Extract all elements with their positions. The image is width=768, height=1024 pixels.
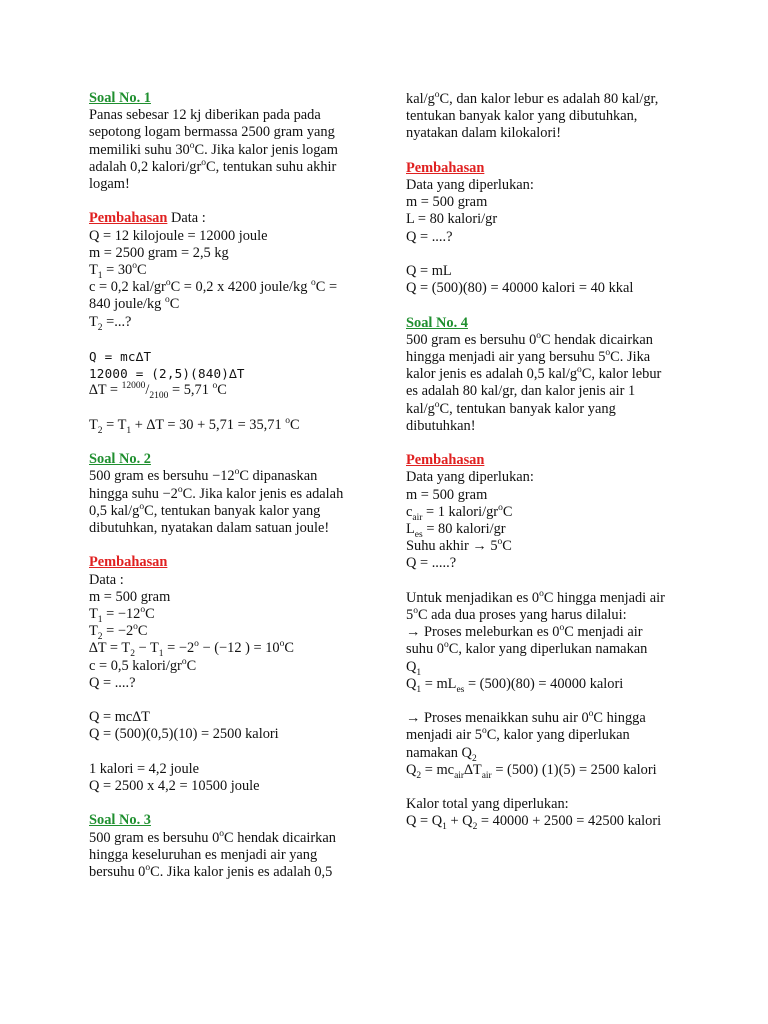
soal-3-formula-line: Q = mL	[406, 263, 452, 279]
soal-1-question-line: logam!	[89, 176, 130, 193]
soal-4-explanation-line: → Proses menaikkan suhu air 0$^o$C hingga	[406, 709, 646, 727]
soal-1-data-line: c = 0,2 kal/$gr^oC = 0,2$ x 4200 joule/kg $^o$C =	[89, 278, 338, 296]
soal-1-formula-line: 12000 = (2,5)(840)∆T	[89, 366, 245, 382]
soal-4-question-line: es adalah 80 kal/gr, dan kalor jenis air 1	[406, 383, 636, 400]
soal-4-question-line: kalor jenis es adalah 0,5 kal/$g^oC$, kalor lebur	[406, 365, 662, 383]
soal-3-title: Soal No. 3	[89, 812, 151, 829]
soal-4-data-line: $c_{air} = 1$ kalori/$gr^oC$	[406, 503, 513, 523]
soal-2-formula-line: Q = (500)(0,5)(10) = 2500 kalori	[89, 726, 279, 743]
soal-1-data-line: 840 joule/kg $^o$C	[89, 295, 180, 313]
soal-2-question-line: dibutuhkan, nyatakan dalam satuan joule!	[89, 520, 330, 537]
soal-4-total-label: Kalor total yang diperlukan:	[406, 796, 569, 813]
soal-4-explanation-line: suhu 0$^o$C, kalor yang diperlukan namakan	[406, 640, 648, 658]
soal-4-explanation-line: $Q_1$	[406, 658, 422, 678]
soal-3-question-line: nyatakan dalam kilokalori!	[406, 125, 562, 142]
soal-2-data-line: c = 0,5 kalori/$gr^oC$	[89, 656, 197, 674]
soal-1-question-line: sepotong logam bermassa 2500 gram yang	[89, 124, 335, 141]
soal-1-formula-line: Q = mc∆T	[89, 349, 152, 365]
soal-1-question-line: Panas sebesar 12 kj diberikan pada pada	[89, 107, 321, 124]
soal-2-data-line: Q = ....?	[89, 674, 136, 691]
soal-4-pembahasan-label: Pembahasan	[406, 452, 485, 469]
soal-3-question-line: 500 gram es bersuhu 0$^o$C hendak dicairkan	[89, 828, 336, 846]
soal-2-data-line: m = 500 gram	[89, 588, 171, 605]
soal-3-question-line: kal/$g^oC$, dan kalor lebur es adalah 80 kal/gr,	[406, 90, 659, 107]
soal-3-question-line: hingga keseluruhan es menjadi air yang	[89, 846, 318, 863]
soal-4-q1-formula: $Q_1 = mL_{es} = (500)(80) = 40000$ kalori	[406, 675, 624, 695]
soal-1-data-line: $T_2$ =...?	[89, 313, 132, 333]
soal-2-data-line: $T_2 = -2^oC$	[89, 622, 148, 643]
soal-1-title: Soal No. 1	[89, 90, 151, 106]
soal-2-title: Soal No. 2	[89, 451, 151, 468]
soal-1-question-line: memiliki suhu 30$^o$C. Jika kalor jenis logam	[89, 140, 338, 158]
soal-1-data-line: Q = 12 kilojoule = 12000 joule	[89, 227, 268, 244]
soal-2-conversion-line: Q = 2500 x 4,2 = 10500 joule	[89, 778, 260, 795]
pembahasan-label: Pembahasan	[89, 210, 168, 227]
soal-4-data-line: Suhu akhir → $5^oC$	[406, 537, 512, 555]
soal-4-question-line: dibutuhkan!	[406, 417, 476, 434]
right-column	[406, 91, 706, 831]
soal-1-pembahasan-header: Pembahasan Data :	[89, 210, 206, 227]
soal-4-explanation-line: 5$^o$C ada dua proses yang harus dilalui:	[406, 606, 627, 624]
soal-3-question-line: bersuhu 0$^o$C. Jika kalor jenis es adalah 0,5	[89, 863, 333, 881]
soal-1-formula-line: $\Delta T = ^{12000}/_{2100} = 5,71$ $^o$C	[89, 381, 227, 402]
soal-2-question-line: 0,5 kal/$g^oC$, tentukan banyak kalor yang	[89, 502, 321, 519]
soal-2-conversion-line: 1 kalori = 4,2 joule	[89, 760, 200, 777]
soal-3-data-line: m = 500 gram	[406, 194, 488, 211]
soal-3-formula-line: Q = (500)(80) = 40000 kalori = 40 kkal	[406, 280, 634, 297]
soal-4-total-formula: $Q = Q_1 + Q_2 = 40000 + 2500 = 42500$ kalori	[406, 813, 662, 833]
soal-2-formula-line: Q = mc∆T	[89, 709, 150, 726]
soal-1-result-line: $T_2 = T_1 + \Delta T = 30 + 5,71 = 35,71$ $^o$C	[89, 416, 300, 436]
soal-2-question-line: 500 gram es bersuhu $-12^oC$ dipanaskan	[89, 467, 318, 485]
soal-2-data-line: $\Delta T = T_2 - T_1 = -2^o - (-12$ ) = $10^oC$	[89, 639, 294, 660]
soal-1-data-line: $T_1 = 30^oC$	[89, 261, 147, 281]
soal-4-q2-formula: $Q_2 = mc_{air}\Delta T_{air} = (500) (1)(5) = 2500$ kalori	[406, 761, 657, 781]
soal-4-data-line: Q = .....?	[406, 555, 457, 572]
soal-1-question-line: adalah 0,2 kalori/$gr^oC$, tentukan suhu akhir	[89, 158, 337, 175]
soal-2-question-line: hingga suhu $-2^oC$. Jika kalor jenis es adalah	[89, 484, 344, 502]
soal-4-explanation-line: namakan $Q_2$	[406, 744, 477, 764]
soal-4-question-line: 500 gram es bersuhu 0$^o$C hendak dicairkan	[406, 331, 653, 348]
left-column	[89, 90, 374, 881]
soal-3-data-line: L = 80 kalori/gr	[406, 211, 498, 228]
soal-4-explanation-line: menjadi air 5$^o$C, kalor yang diperlukan	[406, 726, 630, 744]
soal-4-title: Soal No. 4	[406, 314, 468, 331]
soal-4-question-line: hingga menjadi air yang bersuhu 5$^o$C. Jika	[406, 348, 651, 365]
soal-3-question-line: tentukan banyak kalor yang dibutuhkan,	[406, 108, 638, 125]
soal-2-data-label: Data :	[89, 571, 124, 588]
soal-2-pembahasan-label: Pembahasan	[89, 554, 168, 571]
soal-4-data-label: Data yang diperlukan:	[406, 469, 534, 486]
soal-2-data-line: $T_1 = -12^oC$	[89, 605, 155, 625]
soal-1-data-line: m = 2500 gram = 2,5 kg	[89, 244, 229, 261]
soal-4-data-line: $L_{es} = 80$ kalori/gr	[406, 521, 506, 540]
soal-4-explanation-line: → Proses meleburkan es 0$^o$C menjadi air	[406, 623, 643, 641]
soal-3-pembahasan-label: Pembahasan	[406, 159, 485, 176]
soal-3-data-label: Data yang diperlukan:	[406, 177, 534, 193]
soal-4-data-line: m = 500 gram	[406, 486, 488, 503]
soal-4-question-line: kal/$g^oC$, tentukan banyak kalor yang	[406, 399, 616, 417]
soal-4-explanation-line: Untuk menjadikan es 0$^o$C hingga menjadi air	[406, 589, 665, 606]
soal-3-data-line: Q = ....?	[406, 228, 453, 245]
